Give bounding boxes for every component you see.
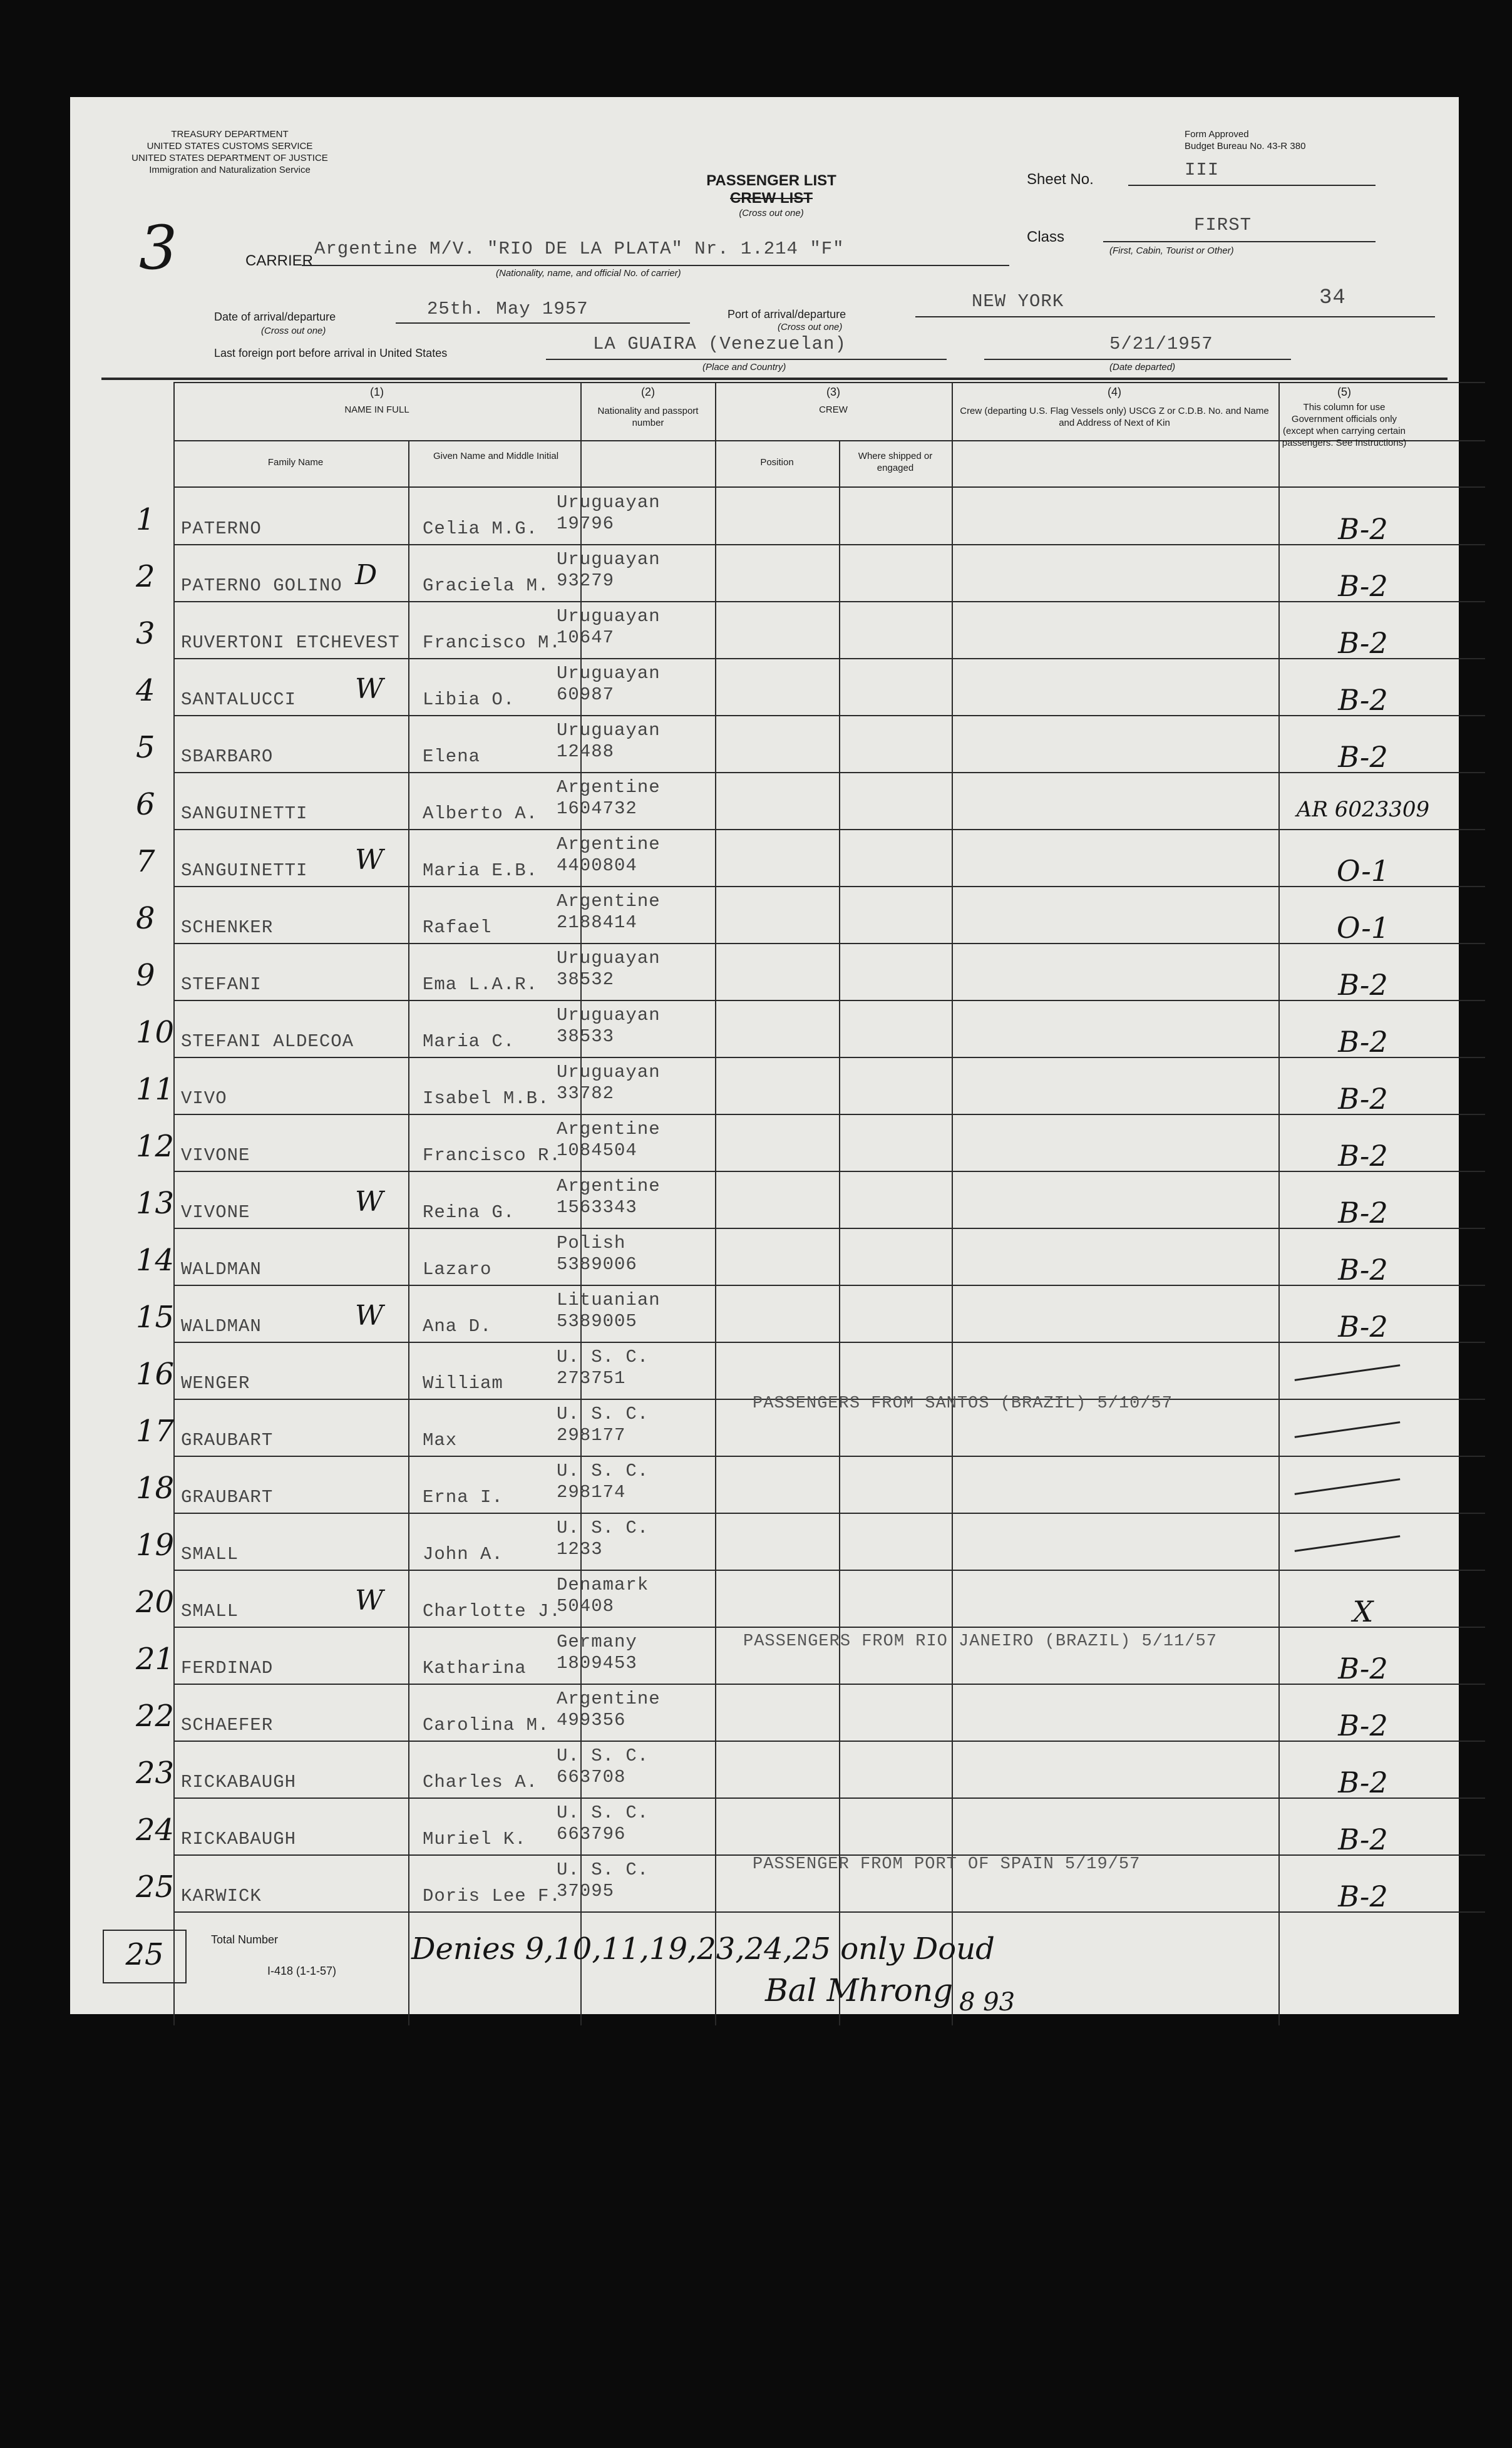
title-block — [665, 172, 878, 219]
passenger-row — [136, 716, 1485, 774]
given-name: Graciela M. — [423, 575, 550, 596]
passport-number: 60987 — [557, 684, 615, 705]
passport-number: 93279 — [557, 570, 615, 591]
given-name: Isabel M.B. — [423, 1088, 550, 1109]
passport-number: 298174 — [557, 1482, 626, 1503]
col4-number: (4) — [1108, 386, 1121, 398]
port-label: Port of arrival/departure — [728, 308, 846, 321]
row-number: 22 — [136, 1699, 175, 1734]
family-name: GRAUBART — [181, 1487, 274, 1508]
struck-crew-list: CREW LIST — [730, 190, 813, 207]
passport-number: 1084504 — [557, 1140, 637, 1161]
official-code: B-2 — [1338, 740, 1388, 774]
nationality: Uruguayan — [557, 948, 661, 969]
col5-title: This column for use Government officials only (except when carrying certain passengers. See Instructions) — [1282, 402, 1407, 448]
last-port-value: LA GUAIRA (Venezuelan) — [593, 334, 846, 354]
row-number: 21 — [136, 1642, 175, 1677]
col3-heading — [715, 385, 952, 416]
nationality: U. S. C. — [557, 1859, 649, 1880]
given-name: Charlotte J. — [423, 1601, 561, 1622]
class-value: FIRST — [1194, 215, 1252, 235]
family-name: WALDMAN — [181, 1316, 262, 1337]
passenger-row — [136, 944, 1485, 1002]
given-name: Max — [423, 1430, 458, 1451]
nationality: Uruguayan — [557, 720, 661, 741]
family-name: FERDINAD — [181, 1658, 274, 1679]
passport-number: 10647 — [557, 627, 615, 648]
official-code: B-2 — [1338, 569, 1388, 603]
family-name: SMALL — [181, 1544, 239, 1565]
col5-number: (5) — [1337, 386, 1351, 398]
row-number: 7 — [136, 844, 155, 879]
col5-heading — [1282, 385, 1407, 449]
official-dash — [1295, 1478, 1401, 1495]
row-number: 9 — [136, 958, 155, 993]
passenger-row — [136, 1685, 1485, 1742]
officer-initials: 8 93 — [959, 1988, 1016, 2017]
row-number: 23 — [136, 1756, 175, 1791]
passenger-row — [136, 1799, 1485, 1856]
official-code: B-2 — [1338, 1652, 1388, 1685]
sheet-value: III — [1185, 160, 1220, 180]
official-code: B-2 — [1338, 626, 1388, 660]
passport-number: 663708 — [557, 1767, 626, 1787]
family-name: SMALL — [181, 1601, 239, 1622]
handwritten-note: Denies 9,10,11,19,23,24,25 only Doud — [411, 1931, 995, 1967]
official-dash — [1295, 1535, 1401, 1552]
col1-title: NAME IN FULL — [344, 404, 409, 415]
corner-number: 34 — [1319, 286, 1346, 310]
passport-number: 38532 — [557, 969, 615, 990]
passenger-row — [136, 773, 1485, 830]
family-name: WALDMAN — [181, 1259, 262, 1280]
treasury-label: TREASURY DEPARTMENT — [171, 129, 289, 140]
official-code: B-2 — [1338, 1082, 1388, 1116]
col4-heading — [958, 385, 1271, 429]
official-code: B-2 — [1338, 1196, 1388, 1230]
row-number: 15 — [136, 1300, 175, 1335]
family-name: VIVO — [181, 1088, 227, 1109]
passport-number: 1563343 — [557, 1197, 637, 1218]
passport-number: 663796 — [557, 1824, 626, 1844]
col2-title: Nationality and passport number — [597, 406, 699, 428]
class-label: Class — [1027, 229, 1065, 245]
nationality: Argentine — [557, 834, 661, 855]
passenger-row — [136, 1514, 1485, 1571]
row-number: 8 — [136, 901, 155, 936]
family-name: STEFANI ALDECOA — [181, 1031, 354, 1052]
col3-title: CREW — [819, 404, 848, 415]
left-handwritten-mark: 3 — [139, 213, 178, 283]
passport-number: 1233 — [557, 1539, 603, 1560]
family-name: SBARBARO — [181, 746, 274, 767]
handwritten-mark: W — [355, 1186, 384, 1218]
note-spain: PASSENGER FROM PORT OF SPAIN 5/19/57 — [753, 1855, 1141, 1874]
given-name: Maria E.B. — [423, 860, 538, 881]
last-port-label: Last foreign port before arrival in United States — [214, 347, 448, 359]
given-name-header: Given Name and Middle Initial — [433, 451, 559, 461]
given-name: Carolina M. — [423, 1715, 550, 1736]
col1-heading — [173, 385, 580, 416]
given-name: Maria C. — [423, 1031, 515, 1052]
given-name: John A. — [423, 1544, 503, 1565]
nationality: Uruguayan — [557, 1062, 661, 1083]
nationality: U. S. C. — [557, 1746, 649, 1766]
title-hint: (Cross out one) — [739, 208, 804, 219]
passenger-row — [136, 488, 1485, 546]
date-value: 25th. May 1957 — [427, 299, 589, 319]
family-name: WENGER — [181, 1373, 250, 1394]
ins-label: Immigration and Naturalization Service — [149, 165, 311, 175]
passport-number: 5389006 — [557, 1254, 637, 1275]
passenger-row — [136, 1571, 1485, 1628]
row-number: 16 — [136, 1357, 175, 1392]
customs-label: UNITED STATES CUSTOMS SERVICE — [147, 141, 313, 152]
shipped-header: Where shipped or engaged — [858, 451, 933, 473]
family-name: SANGUINETTI — [181, 803, 308, 824]
port-value: NEW YORK — [972, 291, 1064, 312]
official-code: O-1 — [1336, 854, 1390, 888]
nationality: Argentine — [557, 1119, 661, 1139]
nationality: U. S. C. — [557, 1347, 649, 1367]
class-hint: (First, Cabin, Tourist or Other) — [1109, 245, 1234, 256]
given-name: Celia M.G. — [423, 518, 538, 539]
passenger-row — [136, 1058, 1485, 1116]
passenger-row — [136, 1115, 1485, 1173]
nationality: Argentine — [557, 1176, 661, 1196]
family-name-header: Family Name — [267, 457, 324, 468]
passenger-row — [136, 1457, 1485, 1514]
total-value: 25 — [125, 1937, 164, 1972]
nationality: Polish — [557, 1233, 626, 1253]
family-name: PATERNO GOLINO — [181, 575, 342, 596]
passenger-row — [136, 1343, 1485, 1400]
given-name: Francisco M. — [423, 632, 561, 653]
note-santos: PASSENGERS FROM SANTOS (BRAZIL) 5/10/57 — [753, 1394, 1173, 1413]
family-name: SANGUINETTI — [181, 860, 308, 881]
col2-heading — [582, 385, 714, 429]
row-number: 14 — [136, 1243, 175, 1278]
nationality: Denamark — [557, 1575, 649, 1595]
family-name: VIVONE — [181, 1202, 250, 1223]
nationality: Uruguayan — [557, 606, 661, 627]
total-label: Total Number — [211, 1933, 279, 1946]
passenger-row — [136, 887, 1485, 945]
passport-number: 5389005 — [557, 1311, 637, 1332]
given-name: Libia O. — [423, 689, 515, 710]
nationality: Argentine — [557, 777, 661, 798]
family-name: KARWICK — [181, 1886, 262, 1906]
nationality: Uruguayan — [557, 492, 661, 513]
carrier-label: CARRIER — [245, 252, 314, 269]
passenger-row — [136, 1742, 1485, 1799]
official-dash — [1295, 1364, 1401, 1381]
date-departed-hint: (Date departed) — [1109, 362, 1176, 373]
col4-title: Crew (departing U.S. Flag Vessels only) USCG Z or C.D.B. No. and Name and Address of Next of Kin — [960, 406, 1269, 428]
row-number: 6 — [136, 787, 155, 822]
passenger-row — [136, 830, 1485, 888]
sheet-label: Sheet No. — [1027, 171, 1094, 188]
row-number: 5 — [136, 730, 155, 765]
agency-block — [126, 128, 333, 176]
passenger-row — [136, 659, 1485, 717]
given-name: Rafael — [423, 917, 492, 938]
given-name: Erna I. — [423, 1487, 503, 1508]
justice-label: UNITED STATES DEPARTMENT OF JUSTICE — [131, 153, 328, 163]
nationality: Argentine — [557, 1689, 661, 1709]
family-name: STEFANI — [181, 974, 262, 995]
family-name: RICKABAUGH — [181, 1829, 297, 1849]
row-number: 11 — [136, 1072, 175, 1107]
position-header: Position — [760, 457, 794, 468]
official-code: B-2 — [1338, 1139, 1388, 1173]
nationality: Germany — [557, 1632, 637, 1652]
passport-number: 33782 — [557, 1083, 615, 1104]
family-name: RUVERTONI ETCHEVEST — [181, 632, 400, 653]
row-number: 25 — [136, 1869, 175, 1905]
passenger-row — [136, 545, 1485, 603]
official-code: B-2 — [1338, 683, 1388, 717]
passport-number: 499356 — [557, 1710, 626, 1731]
passport-number: 2188414 — [557, 912, 637, 933]
handwritten-mark: D — [355, 559, 378, 591]
family-name: GRAUBART — [181, 1430, 274, 1451]
official-code: X — [1352, 1595, 1374, 1628]
official-code: AR 6023309 — [1296, 797, 1430, 822]
official-code: B-2 — [1338, 1310, 1388, 1344]
official-code: B-2 — [1338, 512, 1388, 546]
family-name: PATERNO — [181, 518, 262, 539]
row-number: 1 — [136, 502, 155, 537]
passport-number: 38533 — [557, 1026, 615, 1047]
given-name: Charles A. — [423, 1772, 538, 1792]
form-approved: Form Approved — [1185, 129, 1249, 140]
handwritten-mark: W — [355, 1585, 384, 1617]
family-name: SCHENKER — [181, 917, 274, 938]
given-name: Reina G. — [423, 1202, 515, 1223]
handwritten-mark: W — [355, 844, 384, 876]
family-name: RICKABAUGH — [181, 1772, 297, 1792]
official-code: B-2 — [1338, 1766, 1388, 1799]
row-number: 24 — [136, 1813, 175, 1848]
given-name: Francisco R. — [423, 1145, 561, 1166]
budget-no: Budget Bureau No. 43-R 380 — [1185, 141, 1306, 152]
passport-number: 1809453 — [557, 1653, 637, 1674]
given-name: Muriel K. — [423, 1829, 527, 1849]
passport-number: 50408 — [557, 1596, 615, 1617]
row-number: 12 — [136, 1129, 175, 1164]
official-dash — [1295, 1421, 1401, 1438]
official-code: O-1 — [1336, 911, 1390, 945]
page-title: PASSENGER LIST — [706, 172, 836, 189]
passport-number: 19796 — [557, 513, 615, 534]
family-name: SANTALUCCI — [181, 689, 297, 710]
passenger-row — [136, 1001, 1485, 1059]
nationality: Uruguayan — [557, 663, 661, 684]
carrier-value: Argentine M/V. "RIO DE LA PLATA" Nr. 1.214 "F" — [314, 239, 845, 259]
date-hint: (Cross out one) — [261, 326, 326, 336]
date-label: Date of arrival/departure — [214, 311, 336, 323]
passport-number: 37095 — [557, 1881, 615, 1901]
place-hint: (Place and Country) — [702, 362, 786, 373]
row-number: 13 — [136, 1186, 175, 1221]
nationality: U. S. C. — [557, 1461, 649, 1481]
passenger-row — [136, 1229, 1485, 1287]
official-code: B-2 — [1338, 968, 1388, 1002]
given-name: Katharina — [423, 1658, 527, 1679]
passport-number: 273751 — [557, 1368, 626, 1389]
nationality: Uruguayan — [557, 549, 661, 570]
given-name: Ana D. — [423, 1316, 492, 1337]
official-code: B-2 — [1338, 1709, 1388, 1742]
nationality: Lituanian — [557, 1290, 661, 1310]
form-approved-block — [1185, 128, 1305, 152]
nationality: U. S. C. — [557, 1803, 649, 1823]
row-number: 3 — [136, 616, 155, 651]
carrier-hint: (Nationality, name, and official No. of carrier) — [496, 268, 681, 279]
nationality: Uruguayan — [557, 1005, 661, 1026]
col3-number: (3) — [826, 386, 840, 398]
given-name: Ema L.A.R. — [423, 974, 538, 995]
given-name: Lazaro — [423, 1259, 492, 1280]
handwritten-mark: W — [355, 673, 384, 705]
note-rio: PASSENGERS FROM RIO JANEIRO (BRAZIL) 5/11/57 — [743, 1632, 1217, 1651]
passenger-row — [136, 1172, 1485, 1230]
official-code: B-2 — [1338, 1253, 1388, 1287]
nationality: Argentine — [557, 891, 661, 912]
officer-signature: Bal Mhrong — [765, 1972, 954, 2008]
passport-number: 1604732 — [557, 798, 637, 819]
passenger-list-sheet — [70, 97, 1459, 2017]
passenger-row — [136, 1286, 1485, 1344]
passport-number: 12488 — [557, 741, 615, 762]
total-box — [103, 1930, 187, 1983]
col1-number: (1) — [370, 386, 384, 398]
official-code: B-2 — [1338, 1025, 1388, 1059]
col2-number: (2) — [641, 386, 655, 398]
given-name: Alberto A. — [423, 803, 538, 824]
row-number: 19 — [136, 1528, 175, 1563]
given-name: Elena — [423, 746, 481, 767]
row-number: 20 — [136, 1585, 175, 1620]
given-name: Doris Lee F. — [423, 1886, 561, 1906]
form-number: I-418 (1-1-57) — [267, 1965, 337, 1977]
official-code: B-2 — [1338, 1823, 1388, 1856]
given-name: William — [423, 1373, 503, 1394]
passport-number: 4400804 — [557, 855, 637, 876]
date-departed-value: 5/21/1957 — [1109, 334, 1213, 354]
family-name: VIVONE — [181, 1145, 250, 1166]
nationality: U. S. C. — [557, 1518, 649, 1538]
row-number: 2 — [136, 559, 155, 594]
handwritten-mark: W — [355, 1300, 384, 1332]
port-hint: (Cross out one) — [778, 322, 843, 332]
passport-number: 298177 — [557, 1425, 626, 1446]
family-name: SCHAEFER — [181, 1715, 274, 1736]
passenger-row — [136, 602, 1485, 660]
row-number: 4 — [136, 673, 155, 708]
row-number: 17 — [136, 1414, 175, 1449]
nationality: U. S. C. — [557, 1404, 649, 1424]
row-number: 18 — [136, 1471, 175, 1506]
row-number: 10 — [136, 1015, 175, 1050]
official-code: B-2 — [1338, 1880, 1388, 1913]
